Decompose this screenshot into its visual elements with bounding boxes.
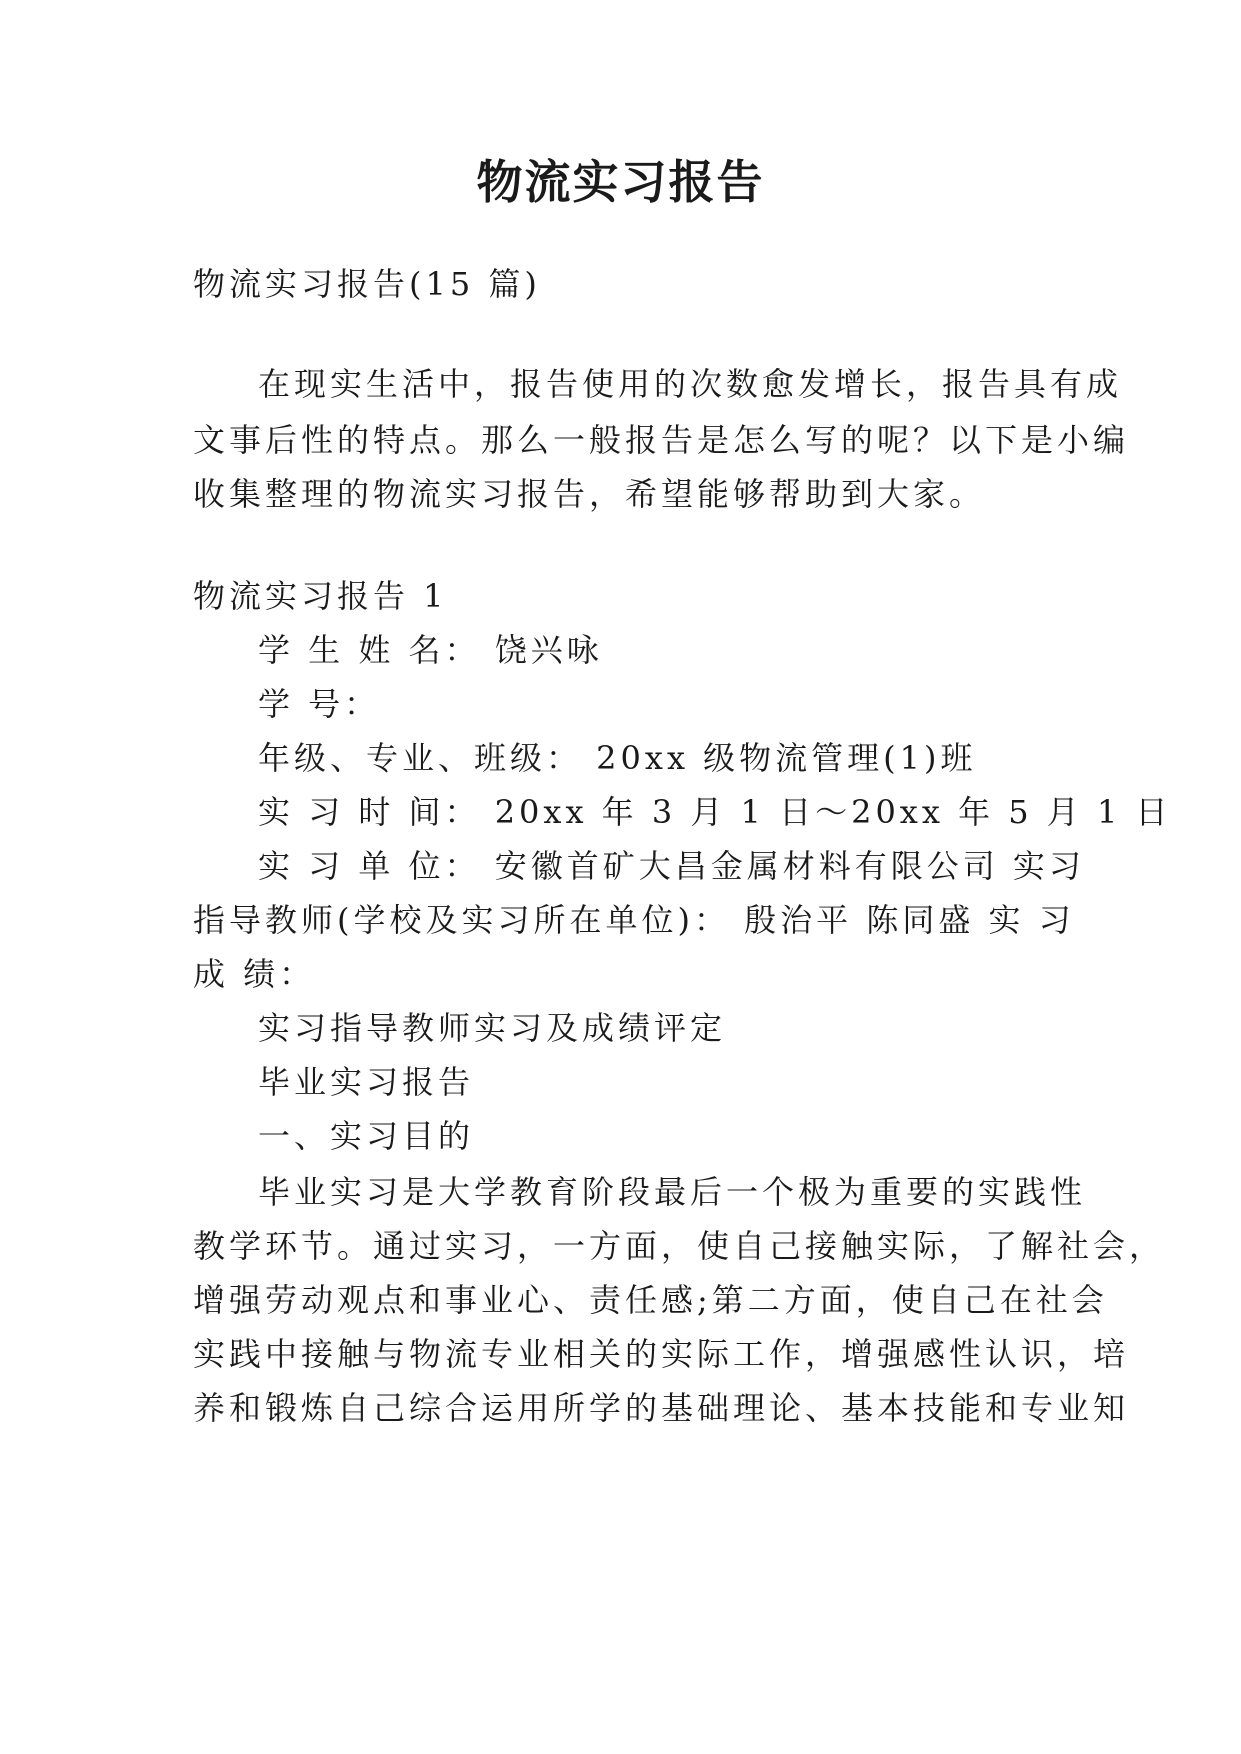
document-subtitle: 物流实习报告(15 篇) bbox=[193, 265, 541, 303]
document-title: 物流实习报告 bbox=[476, 155, 765, 209]
body-line-2: 教学环节。通过实习，一方面，使自己接触实际，了解社会， bbox=[193, 1227, 1166, 1265]
intro-line-1: 在现实生活中，报告使用的次数愈发增长，报告具有成 bbox=[258, 365, 1123, 403]
field-internship-unit: 实 习 单 位： 安徽首矿大昌金属材料有限公司 实习 bbox=[258, 847, 1085, 885]
item-evaluation: 实习指导教师实习及成绩评定 bbox=[258, 1009, 727, 1047]
field-student-id: 学 号： bbox=[258, 685, 381, 723]
field-grade-result: 成 绩： bbox=[193, 955, 316, 993]
body-line-4: 实践中接触与物流专业相关的实际工作，增强感性认识，培 bbox=[193, 1335, 1130, 1373]
body-line-5: 养和锻炼自己综合运用所学的基础理论、基本技能和专业知 bbox=[193, 1389, 1130, 1427]
field-internship-time: 实 习 时 间： 20xx 年 3 月 1 日～20xx 年 5 月 1 日 bbox=[258, 793, 1172, 831]
intro-line-3: 收集整理的物流实习报告，希望能够帮助到大家。 bbox=[193, 475, 986, 513]
field-student-name: 学 生 姓 名： 饶兴咏 bbox=[258, 631, 603, 669]
field-instructors: 指导教师(学校及实习所在单位)： 殷治平 陈同盛 实 习 bbox=[193, 901, 1075, 939]
body-line-3: 增强劳动观点和事业心、责任感;第二方面，使自己在社会 bbox=[193, 1281, 1108, 1319]
item-purpose-heading: 一、实习目的 bbox=[258, 1117, 475, 1155]
intro-line-2: 文事后性的特点。那么一般报告是怎么写的呢？以下是小编 bbox=[193, 421, 1130, 459]
field-grade-major-class: 年级、专业、班级： 20xx 级物流管理(1)班 bbox=[258, 739, 977, 777]
body-line-1: 毕业实习是大学教育阶段最后一个极为重要的实践性 bbox=[258, 1173, 1087, 1211]
section-heading: 物流实习报告 1 bbox=[193, 577, 448, 615]
item-report-title: 毕业实习报告 bbox=[258, 1063, 475, 1101]
